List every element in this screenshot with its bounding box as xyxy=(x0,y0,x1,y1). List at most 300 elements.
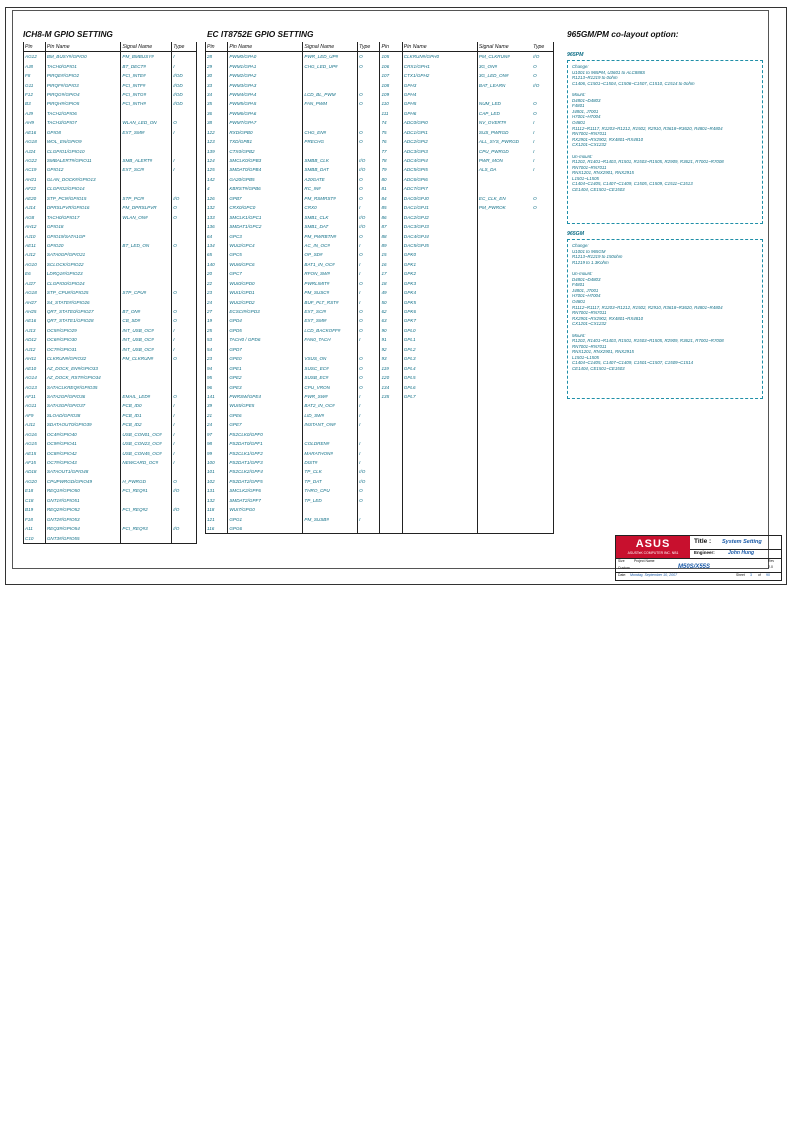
table-cell: 78 xyxy=(380,156,402,165)
table-cell: NEWCARD_OC# xyxy=(121,458,172,467)
table-row xyxy=(24,222,197,231)
table-cell: BAT1_IN_OC# xyxy=(303,260,358,269)
note-line: CE1404, CE1501~CE1503 xyxy=(572,366,625,372)
column-header: Pin xyxy=(380,42,402,52)
table-cell: 133 xyxy=(206,212,228,221)
table-cell: AH11 xyxy=(24,354,46,363)
table-cell xyxy=(172,146,197,155)
table-cell: O xyxy=(358,194,380,203)
table-cell: CLGPIO1/GPIO10 xyxy=(45,146,121,155)
table-cell xyxy=(402,496,477,505)
table-cell: AG22 xyxy=(24,156,46,165)
table-cell: ADC5/GPI5 xyxy=(402,165,477,174)
table-cell: PS2CLK2/GPF4 xyxy=(228,467,303,476)
table-cell xyxy=(380,411,402,420)
note-line: J4801, J7001 xyxy=(572,108,599,114)
table-cell xyxy=(121,514,172,523)
table-cell xyxy=(532,486,553,495)
table-cell: CPU_VRON xyxy=(303,382,358,391)
table-cell xyxy=(402,439,477,448)
table-cell: STP_CPU# xyxy=(121,288,172,297)
table-cell: I xyxy=(533,158,535,164)
table-cell xyxy=(477,382,532,391)
table-cell: GPL6 xyxy=(402,382,477,391)
date-value: Monday, September 10, 2007 xyxy=(630,573,678,577)
table-cell: I xyxy=(533,139,535,145)
table-cell: O xyxy=(358,307,380,316)
table-row xyxy=(206,326,554,335)
table-cell: I xyxy=(172,411,197,420)
table-cell: GPD7 xyxy=(228,345,303,354)
table-cell: 142 xyxy=(206,175,228,184)
note-line: L1501~L1505 xyxy=(572,354,599,360)
table-row xyxy=(24,326,197,335)
table-cell: 95 xyxy=(206,373,228,382)
table-cell xyxy=(477,335,532,344)
table-cell: O xyxy=(358,90,380,99)
table-row xyxy=(206,212,554,221)
ec-title: EC IT8752E GPIO SETTING xyxy=(207,29,314,39)
table-cell: AH9 xyxy=(24,118,46,127)
table-cell: 21 xyxy=(206,411,228,420)
table-cell: PCB_ID0 xyxy=(121,401,172,410)
table-cell: PCI_REQ#1 xyxy=(121,486,172,495)
table-cell: GPE2 xyxy=(228,373,303,382)
table-cell xyxy=(172,260,197,269)
table-cell: AG20 xyxy=(24,477,46,486)
table-cell xyxy=(172,382,197,391)
table-row xyxy=(24,156,197,165)
note-line: RNX1201, RNX2901, RNX2915 xyxy=(572,170,634,176)
table-cell: 64 xyxy=(206,231,228,240)
table-cell: AH21 xyxy=(24,175,46,184)
table-cell: I xyxy=(172,401,197,410)
table-cell: 75 xyxy=(380,128,402,137)
table-cell: ALL_SYS_PWRGD xyxy=(478,139,519,145)
table-cell: I xyxy=(533,129,535,135)
table-cell xyxy=(532,363,553,372)
table-cell: PCI_INTF# xyxy=(121,80,172,89)
date-label: Date: xyxy=(618,573,627,577)
column-header: Type xyxy=(532,42,553,52)
table-cell: O xyxy=(533,73,537,79)
table-row xyxy=(24,307,197,316)
table-row xyxy=(206,524,554,534)
table-cell xyxy=(380,420,402,429)
table-cell xyxy=(172,533,197,543)
table-cell xyxy=(121,279,172,288)
table-cell xyxy=(477,411,532,420)
table-cell xyxy=(303,71,358,80)
table-cell: STP_PCI#/GPIO15 xyxy=(45,194,121,203)
table-cell xyxy=(121,533,172,543)
table-cell: OC8#/GPIO42 xyxy=(45,448,121,457)
note-line: J4801, J7001 xyxy=(572,287,599,293)
table-cell: AJ24 xyxy=(24,146,46,155)
table-row xyxy=(24,430,197,439)
table-row xyxy=(24,373,197,382)
title-label: Title : xyxy=(694,538,712,545)
table-cell: SMB_ALERT# xyxy=(121,156,172,165)
table-cell: AD12 xyxy=(24,335,46,344)
table-row xyxy=(24,420,197,429)
table-cell: I xyxy=(358,439,380,448)
table-cell xyxy=(380,467,402,476)
table-cell: AF15 xyxy=(24,458,46,467)
table-cell xyxy=(477,269,532,278)
table-cell: 62 xyxy=(380,307,402,316)
table-cell: O xyxy=(358,99,380,108)
table-cell xyxy=(121,467,172,476)
table-cell: GPK1 xyxy=(402,260,477,269)
table-cell: PCI_INTG# xyxy=(121,90,172,99)
table-cell: REQ1#/GPIO50 xyxy=(45,486,121,495)
table-cell: I/O xyxy=(358,222,380,231)
table-cell xyxy=(477,316,532,325)
table-cell: BT_ON# xyxy=(121,307,172,316)
table-cell: OC7#/GPIO31 xyxy=(45,345,121,354)
table-cell: BUF_PLT_RST# xyxy=(303,297,358,306)
table-row xyxy=(24,297,197,306)
table-cell: AJ10 xyxy=(24,231,46,240)
table-cell xyxy=(532,326,553,335)
table-cell: I/O xyxy=(172,524,197,533)
table-cell: 79 xyxy=(380,165,402,174)
table-cell xyxy=(477,420,532,429)
table-cell: GPIO8 xyxy=(45,128,121,137)
table-cell: I xyxy=(358,392,380,401)
table-cell xyxy=(477,373,532,382)
table-cell xyxy=(402,448,477,457)
table-cell: GPE6 xyxy=(228,411,303,420)
column-header: Pin xyxy=(206,42,228,52)
table-cell: PWRLIMIT# xyxy=(303,279,358,288)
note-line: R1213~R1219 to 0ohm xyxy=(572,75,618,81)
table-cell: AJ12 xyxy=(24,345,46,354)
table-cell: SMCLK2/GPF6 xyxy=(228,486,303,495)
table-cell: QRT_STATE1/GPIO28 xyxy=(45,316,121,325)
table-cell: GPC5 xyxy=(228,250,303,259)
table-row xyxy=(206,297,554,306)
note-line: H7001~H7004 xyxy=(572,114,601,120)
table-cell xyxy=(477,231,532,240)
table-cell: 123 xyxy=(206,137,228,146)
table-cell: I/O xyxy=(533,54,540,60)
table-cell xyxy=(477,241,532,250)
table-cell: LID_SW# xyxy=(303,411,358,420)
total-sheets-value: 90 xyxy=(766,573,770,577)
table-cell xyxy=(532,90,553,99)
table-cell: B3 xyxy=(24,99,46,108)
sheet-label: Sheet xyxy=(736,573,745,577)
table-cell: GPH3 xyxy=(402,80,477,89)
company-text: ASUSTeK COMPUTER INC. NB1 xyxy=(627,551,679,555)
table-cell: THRO_CPU xyxy=(303,486,358,495)
table-row xyxy=(24,486,197,495)
table-cell: INT_USB_OC# xyxy=(121,326,172,335)
table-cell: 77 xyxy=(380,146,402,155)
table-cell xyxy=(532,260,553,269)
table-row xyxy=(24,458,197,467)
table-cell: TP_DAT xyxy=(303,477,358,486)
project-label: Project Name xyxy=(634,559,655,563)
table-cell: PM_CLKRUN# xyxy=(121,354,172,363)
note-line: F4801 xyxy=(572,103,585,109)
table-cell: O xyxy=(358,52,380,62)
table-row xyxy=(206,175,554,184)
table-cell: GPL7 xyxy=(402,392,477,401)
table-cell: 119 xyxy=(380,363,402,372)
note-line: RX2901~RX2902, RX4801~RX4810 xyxy=(572,136,644,142)
table-cell xyxy=(532,411,553,420)
table-cell: 16 xyxy=(380,260,402,269)
table-cell: I/OD xyxy=(172,99,197,108)
table-cell: BT_DECT# xyxy=(121,61,172,70)
rev-value: 2.0 xyxy=(768,565,773,569)
table-cell xyxy=(358,146,380,155)
table-cell: WUI2/GPC4 xyxy=(228,241,303,250)
table-cell xyxy=(358,80,380,89)
table-row xyxy=(206,439,554,448)
table-cell: ALS_DA xyxy=(478,167,497,173)
table-cell: GPE1 xyxy=(228,363,303,372)
table-cell: 135 xyxy=(380,392,402,401)
table-cell: 134 xyxy=(380,382,402,391)
table-cell: I xyxy=(172,345,197,354)
table-cell: CHG_LED_UP# xyxy=(303,61,358,70)
note-line: Mount: xyxy=(572,332,586,338)
table-cell: CPU_PWRGD xyxy=(478,148,509,154)
table-cell: O xyxy=(172,203,197,212)
table-cell: DAC0/GPJ0 xyxy=(402,194,477,203)
table-cell: AJ14 xyxy=(24,203,46,212)
table-cell: 89 xyxy=(380,241,402,250)
table-row xyxy=(206,335,554,344)
table-cell: 100 xyxy=(206,458,228,467)
table-cell: OP_SD# xyxy=(303,250,358,259)
table-cell: AJ8 xyxy=(24,61,46,70)
note-line: R1112~R1117, R1203~R1212, R1502, R2910, R3618~R3620, R4801~R4804 xyxy=(572,125,723,131)
table-cell: I xyxy=(358,458,380,467)
table-cell xyxy=(380,401,402,410)
table-cell: CLGPIO0/GPIO24 xyxy=(45,279,121,288)
note-line: Change: xyxy=(572,64,589,69)
table-cell xyxy=(477,363,532,372)
table-cell: WUI1/GPD1 xyxy=(228,288,303,297)
table-cell xyxy=(532,222,553,231)
table-cell: AF11 xyxy=(24,392,46,401)
table-cell: I xyxy=(358,203,380,212)
table-cell: GNT3#/GPIO55 xyxy=(45,533,121,543)
table-cell: BM_BUSY#/GPIO0 xyxy=(45,52,121,62)
table-cell: I xyxy=(172,430,197,439)
table-cell: AJ9 xyxy=(24,109,46,118)
note-line: Un-mount: xyxy=(572,153,593,159)
table-row xyxy=(206,345,554,354)
table-cell: 85 xyxy=(380,203,402,212)
table-cell xyxy=(532,297,553,306)
table-cell xyxy=(172,175,197,184)
table-cell: 102 xyxy=(206,477,228,486)
table-cell: O xyxy=(172,477,197,486)
table-cell: OC7#/GPIO43 xyxy=(45,458,121,467)
table-row xyxy=(206,99,554,108)
table-cell: 34 xyxy=(206,90,228,99)
table-row xyxy=(24,194,197,203)
table-cell: 118 xyxy=(206,505,228,514)
table-cell: 30 xyxy=(206,71,228,80)
table-cell: FAN0_TACH xyxy=(303,335,358,344)
table-cell: F18 xyxy=(24,514,46,523)
table-row xyxy=(24,316,197,325)
note-line: F4801 xyxy=(572,282,585,288)
column-header: Type xyxy=(358,42,380,52)
table-cell: I xyxy=(172,165,197,174)
table-cell: PM_SUSC# xyxy=(303,288,358,297)
table-row xyxy=(206,165,554,174)
table-cell: 23 xyxy=(206,288,228,297)
table-cell xyxy=(532,307,553,316)
table-cell: 19 xyxy=(206,316,228,325)
table-cell: PS2CLK0/GPF0 xyxy=(228,430,303,439)
table-cell xyxy=(477,496,532,505)
table-cell: PWR_LED_UP# xyxy=(303,52,358,62)
table-cell: GPH5 xyxy=(402,99,477,108)
table-cell: C10 xyxy=(24,533,46,543)
table-cell: I xyxy=(358,269,380,278)
table-cell: PWM0/GPA0 xyxy=(228,52,303,62)
table-cell xyxy=(172,231,197,240)
table-cell: F8 xyxy=(24,71,46,80)
table-cell: GPIO19/SATA1GP xyxy=(45,231,121,240)
table-cell: AE15 xyxy=(24,448,46,457)
table-row xyxy=(24,279,197,288)
table-cell: PCB_ID1 xyxy=(121,411,172,420)
table-cell: PCI_REQ#2 xyxy=(121,505,172,514)
table-row xyxy=(206,71,554,80)
table-cell: AG13 xyxy=(24,382,46,391)
table-row xyxy=(206,194,554,203)
table-row xyxy=(24,335,197,344)
table-cell: I/O xyxy=(358,165,380,174)
table-cell: 94 xyxy=(206,363,228,372)
table-row xyxy=(206,411,554,420)
table-row xyxy=(206,231,554,240)
table-cell: O xyxy=(358,363,380,372)
table-cell: 134 xyxy=(206,241,228,250)
table-cell xyxy=(532,354,553,363)
table-row xyxy=(24,345,197,354)
table-row xyxy=(206,373,554,382)
table-cell: O xyxy=(358,316,380,325)
table-cell: CHG_EN# xyxy=(303,128,358,137)
table-row xyxy=(24,524,197,533)
table-row xyxy=(24,184,197,193)
table-cell: AZ_DOCK_EN#/GPIO33 xyxy=(45,363,121,372)
table-cell: GPG1 xyxy=(228,514,303,523)
table-cell: PM_BMBUSY# xyxy=(121,52,172,62)
table-cell xyxy=(303,430,358,439)
table-cell: GNT1#/GPIO51 xyxy=(45,496,121,505)
table-row xyxy=(24,118,197,127)
table-cell: WUI2/GPD2 xyxy=(228,297,303,306)
table-cell: AH27 xyxy=(24,297,46,306)
table-cell: I xyxy=(358,335,380,344)
table-cell: TACH3/GPIO7 xyxy=(45,118,121,127)
table-cell: OC5#/GPIO29 xyxy=(45,326,121,335)
table-cell xyxy=(477,392,532,401)
table-cell xyxy=(402,467,477,476)
table-row xyxy=(206,448,554,457)
table-cell: CTX1/GPH2 xyxy=(402,71,477,80)
table-cell: CAP_LED xyxy=(478,110,500,116)
table-cell: 131 xyxy=(206,486,228,495)
table-cell: COLDREN# xyxy=(303,439,358,448)
table-cell: 24 xyxy=(206,420,228,429)
table-cell: SLOAD/GPIO38 xyxy=(45,411,121,420)
column-header: Pin Name xyxy=(402,42,477,52)
note-line: CX1201~CX1232 xyxy=(572,321,607,327)
table-cell: 132 xyxy=(206,496,228,505)
table-cell: AF22 xyxy=(24,184,46,193)
table-cell: 91 xyxy=(380,335,402,344)
table-cell: WOL_EN/GPIO9 xyxy=(45,137,121,146)
column-header: Pin Name xyxy=(45,42,121,52)
table-cell: 97 xyxy=(206,430,228,439)
table-row xyxy=(24,401,197,410)
table-cell xyxy=(121,269,172,278)
table-cell xyxy=(402,477,477,486)
table-cell: 108 xyxy=(380,80,402,89)
table-cell: GPE7 xyxy=(228,420,303,429)
table-cell: DAC2/GPJ2 xyxy=(402,212,477,221)
table-cell xyxy=(121,231,172,240)
table-cell xyxy=(172,137,197,146)
table-cell xyxy=(532,514,553,523)
table-cell: NV_OVERT# xyxy=(478,120,507,126)
table-cell: AD18 xyxy=(24,467,46,476)
table-cell xyxy=(303,146,358,155)
table-cell xyxy=(303,80,358,89)
table-cell: GPK5 xyxy=(402,297,477,306)
table-cell: I xyxy=(533,148,535,154)
table-row xyxy=(24,533,197,543)
table-cell: PWM4/GPA4 xyxy=(228,90,303,99)
table-cell: I/O xyxy=(358,156,380,165)
table-cell: OC6#/GPIO30 xyxy=(45,335,121,344)
table-cell: 110 xyxy=(380,99,402,108)
asus-logo xyxy=(616,536,690,558)
table-cell: ADC0/GPI0 xyxy=(402,118,477,127)
table-cell xyxy=(358,524,380,534)
table-cell: 17 xyxy=(380,269,402,278)
table-cell xyxy=(172,109,197,118)
table-cell: 3G_LED_ON# xyxy=(478,73,509,79)
table-cell: 22 xyxy=(206,279,228,288)
table-cell: PWM1/GPA1 xyxy=(228,61,303,70)
table-cell: CRX0/GPC0 xyxy=(228,203,303,212)
table-cell: O xyxy=(172,212,197,221)
table-cell xyxy=(477,288,532,297)
table-cell xyxy=(532,345,553,354)
table-cell: 92 xyxy=(380,345,402,354)
table-cell xyxy=(477,458,532,467)
table-cell: 111 xyxy=(380,109,402,118)
of-label: of xyxy=(758,573,761,577)
table-cell xyxy=(532,373,553,382)
table-cell: O xyxy=(172,241,197,250)
size-label: Size xyxy=(618,559,625,563)
